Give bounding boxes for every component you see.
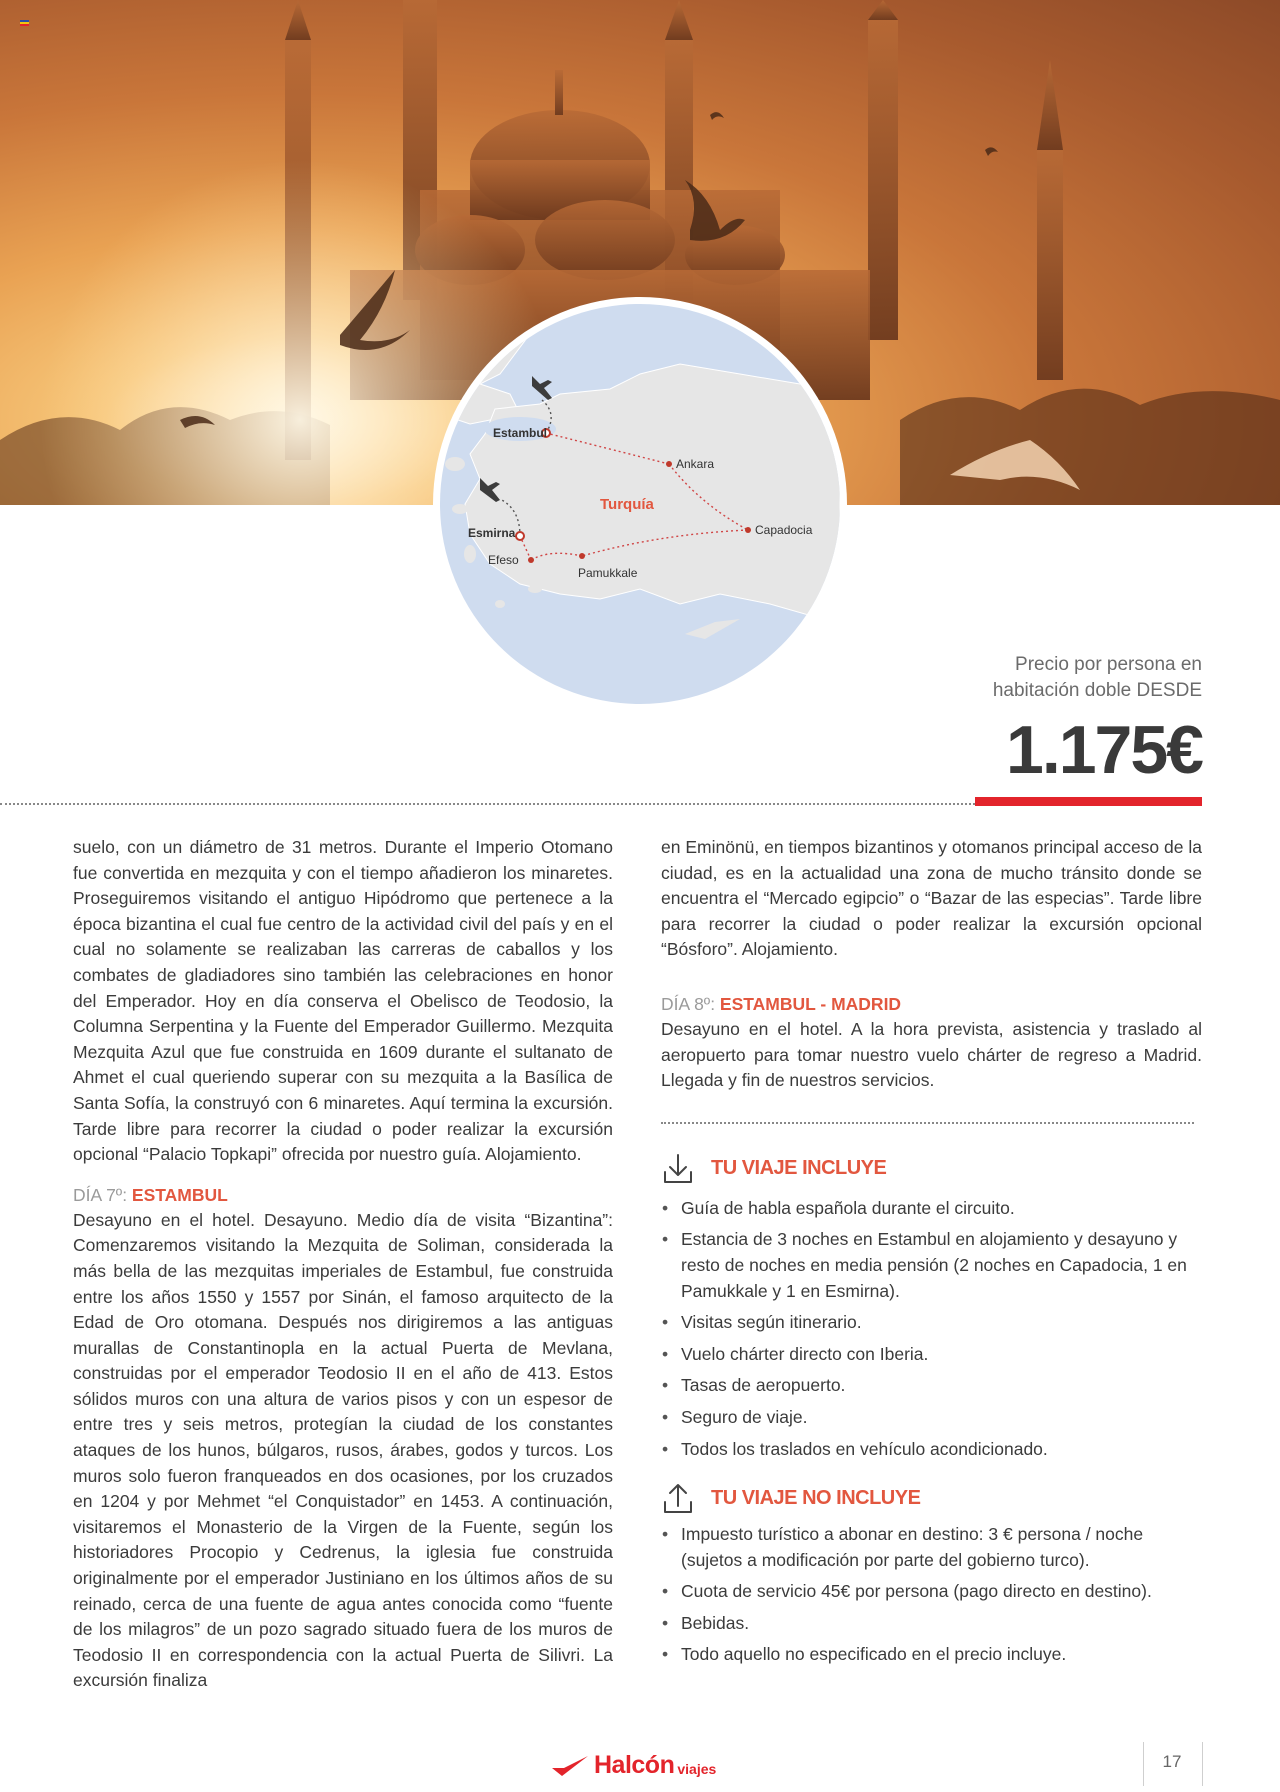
- list-item: • Estancia de 3 noches en Estambul en alojamiento y desayuno y resto de noches en media pensión (2 noches en Capadocia, 1 en Pamukkale y 1 en Esmirna).: [661, 1227, 1202, 1304]
- dotted-divider: [661, 1122, 1194, 1124]
- price-label-line1: Precio por persona en: [1015, 654, 1202, 675]
- list-item: • Todo aquello no especificado en el precio incluye.: [661, 1642, 1202, 1668]
- includes-heading: [661, 1152, 1202, 1186]
- list-item: • Seguro de viaje.: [661, 1405, 1202, 1431]
- price-underline-bar: [975, 797, 1202, 806]
- price-label-line2: habitación doble DESDE: [992, 680, 1202, 701]
- right-column: [661, 835, 1202, 1674]
- map-label-estambul: Estambul: [493, 426, 548, 440]
- day-8-name: ESTAMBUL - MADRID: [719, 993, 902, 1014]
- day-7-label: DÍA 7º:: [73, 1184, 132, 1205]
- day-8-text: Desayuno en el hotel. A la hora prevista, asistencia y traslado al aeropuerto para tomar nuestro vuelo chárter de regreso a Madrid. Llegada y fin de nuestros servicios.: [661, 1018, 1202, 1091]
- price-label: [882, 652, 1202, 704]
- excludes-list: [661, 1522, 1202, 1668]
- route-map: [440, 304, 840, 704]
- includes-list: [661, 1196, 1202, 1462]
- left-column: [73, 835, 613, 1694]
- map-label-pamukkale: Pamukkale: [578, 566, 638, 580]
- list-item: • Impuesto turístico a abonar en destino: 3 € persona / noche (sujetos a modificación por parte del gobierno turco).: [661, 1522, 1202, 1573]
- list-item: • Tasas de aeropuerto.: [661, 1373, 1202, 1399]
- day-8-label: DÍA 8º:: [661, 993, 720, 1014]
- day-7-heading: [73, 1182, 613, 1208]
- halcon-wing-icon: [550, 1754, 590, 1778]
- flag-icon: [20, 20, 29, 26]
- day-7-name: ESTAMBUL: [131, 1184, 228, 1205]
- day-7-text: Desayuno en el hotel. Desayuno. Medio día de visita “Bizantina”: Comenzaremos visitando la Mezquita de Soliman, considerada la más bella de las mezquitas imperiales de Estambul, fue construida entre los años 1550 y 1557 por Sinán, el famoso arquitecto de la Edad de Oro otomana. Después nos dirigiremos a las antiguas murallas de Constantinopla en la actual Puerta de Mevlana, construidas por el emperador Teodosio II en el año de 413. Estos sólidos muros con una altura de varios pisos y con un espesor de entre tres y seis metros, protegían la ciudad de los constantes ataques de los hunos, búlgaros, rusos, árabes, godos y turcos. Los muros solo fueron franqueados en dos ocasiones, por los cruzados en 1204 y por Mehmet “el Conquistador” en 1453. A continuación, visitaremos el Monasterio de la Virgen de la Fuente, según los historiadores Procopio y Cedrenus, la iglesia fue construida originalmente por el emperador Justiniano en los últimos años de su reinado, cerca de una fuente de agua antes conocida como “fuente de los milagros” de un pozo sagrado situado fuera de los muros de Teodosio II en correspondencia con la actual Puerta de Silivri. La excursión finaliza: [73, 1209, 613, 1691]
- day-8-heading: [661, 991, 1202, 1017]
- includes-title: TU VIAJE INCLUYE: [711, 1156, 887, 1179]
- map-label-efeso: Efeso: [488, 553, 519, 567]
- list-item: • Todos los traslados en vehículo acondicionado.: [661, 1437, 1202, 1463]
- list-item: • Guía de habla española durante el circuito.: [661, 1196, 1202, 1222]
- day-7-text-continued: en Eminönü, en tiempos bizantinos y otomanos principal acceso de la ciudad, es en la actualidad una zona de mucho tránsito donde se encuentra el “Mercado egipcio” o “Bazar de las especias”. Tarde libre para recorrer la ciudad o poder realizar la excursión opcional “Bósforo”. Alojamiento.: [661, 837, 1202, 960]
- dotted-divider: [0, 803, 975, 805]
- halcon-logo: [550, 1752, 716, 1778]
- brand-name: Halcón: [594, 1751, 675, 1779]
- list-item: • Vuelo chárter directo con Iberia.: [661, 1342, 1202, 1368]
- map-label-esmirna: Esmirna: [468, 526, 516, 540]
- excludes-title: TU VIAJE NO INCLUYE: [711, 1487, 921, 1510]
- list-item: • Cuota de servicio 45€ por persona (pago directo en destino).: [661, 1579, 1202, 1605]
- map-label-capadocia: Capadocia: [755, 523, 813, 537]
- excludes-heading: [661, 1482, 1202, 1516]
- itinerary-text-continued: suelo, con un diámetro de 31 metros. Durante el Imperio Otomano fue convertida en mezquita y con el tiempo añadieron los minaretes. Proseguiremos visitando el antiguo Hipódromo que pertenece a la época bizantina el cual fue centro de la actividad civil del país y en el cual no solamente se realizaban las carreras de caballos y los combates de gladiadores sino también las celebraciones en honor del Emperador. Hoy en día conserva el Obelisco de Teodosio, la Columna Serpentina y la Fuente del Emperador Guillermo. Mezquita Mezquita Azul que fue construida en 1609 durante el sultanato de Ahmet el cual queriendo superar con su mezquita a la Basílica de Santa Sofía, la construyó con 6 minaretes. Aquí termina la excursión. Tarde libre para recorrer la ciudad o poder realizar la excursión opcional “Palacio Topkapi” ofrecida por nuestro guía. Alojamiento.: [73, 837, 613, 1165]
- upload-icon: [661, 1482, 695, 1516]
- brand-subtitle: viajes: [677, 1761, 717, 1777]
- page-number: 17: [1162, 1752, 1182, 1771]
- map-label-ankara: Ankara: [676, 457, 715, 471]
- price-value: 1.175€: [1006, 712, 1202, 788]
- map-country-label: Turquía: [600, 496, 654, 513]
- list-item: • Visitas según itinerario.: [661, 1310, 1202, 1336]
- list-item: • Bebidas.: [661, 1611, 1202, 1637]
- download-icon: [661, 1152, 695, 1186]
